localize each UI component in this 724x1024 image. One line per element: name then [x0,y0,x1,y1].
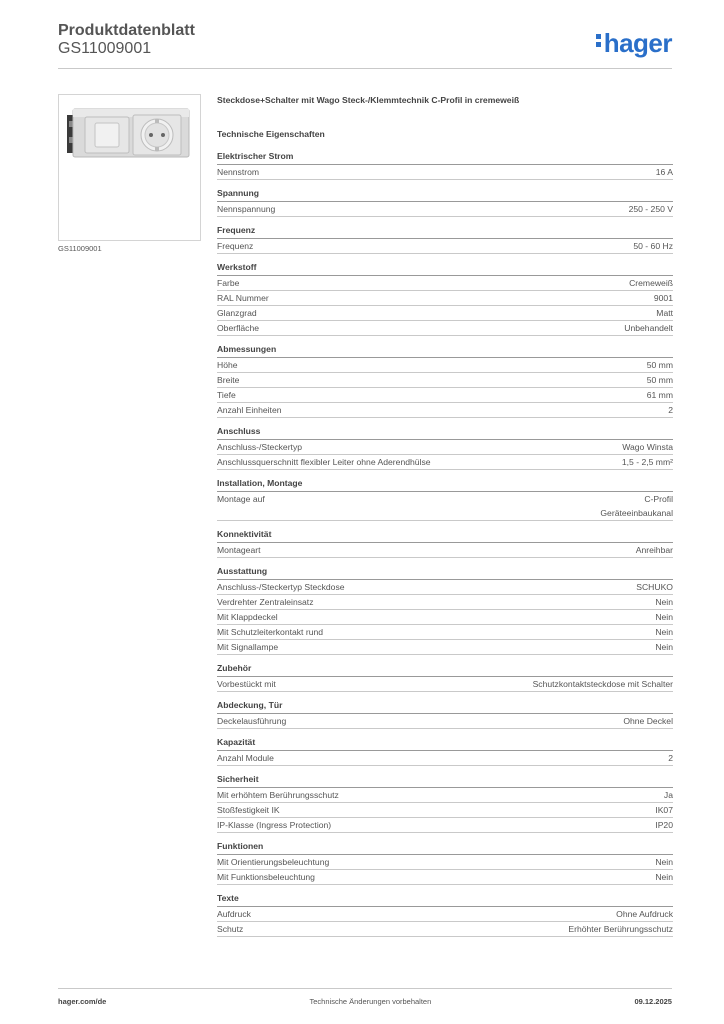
group-title: Abdeckung, Tür [217,692,673,714]
property-value-text: Nein [655,857,673,867]
property-row [217,625,673,640]
property-value-text: 61 mm [646,390,673,400]
property-label: Mit erhöhtem Berührungsschutz [217,790,339,800]
property-label: Anzahl Einheiten [217,405,282,415]
property-value [655,640,673,654]
group-title: Abmessungen [217,336,673,358]
property-value [668,403,673,417]
footer-website-link[interactable]: hager.com/de [58,997,107,1006]
property-value-text: C-Profil [644,494,673,504]
property-value [655,855,673,869]
property-value-text: Nein [655,642,673,652]
product-code: GS11009001 [58,40,152,57]
property-value [655,803,673,817]
property-value [655,610,673,624]
property-label: Anschluss-/Steckertyp [217,442,303,452]
property-value [624,321,673,335]
property-label: Anschlussquerschnitt flexibler Leiter ohne Aderendhülse [217,457,431,467]
property-label: Farbe [217,278,240,288]
property-value [633,239,673,253]
property-label: Nennstrom [217,167,260,177]
property-value-text: Cremeweiß [629,278,673,288]
property-label: Anschluss-/Steckertyp Steckdose [217,582,345,592]
property-row [217,358,673,373]
property-value-text: Ja [663,790,673,800]
property-label: Montage auf [217,494,265,504]
property-value-text: 50 mm [646,360,673,370]
group-title: Frequenz [217,217,673,239]
property-value [616,907,673,921]
product-details [217,95,673,937]
footer-date: 09.12.2025 [634,997,672,1006]
property-label: Vorbestückt mit [217,679,276,689]
property-row [217,595,673,610]
property-label: Montageart [217,545,261,555]
group-title: Kapazität [217,729,673,751]
property-label: Mit Klappdeckel [217,612,278,622]
property-row [217,580,673,595]
property-row [217,202,673,217]
group-title: Werkstoff [217,254,673,276]
group-title: Anschluss [217,418,673,440]
property-label: Verdrehter Zentraleinsatz [217,597,314,607]
property-label: Oberfläche [217,323,260,333]
property-label: IP-Klasse (Ingress Protection) [217,820,332,830]
property-row [217,239,673,254]
property-value-text: 50 - 60 Hz [633,241,673,251]
document-header [58,22,195,58]
property-value [647,388,673,402]
property-value [668,751,673,765]
property-label: Mit Funktionsbeleuchtung [217,872,315,882]
group-title: Texte [217,885,673,907]
group-title: Zubehör [217,655,673,677]
footer-disclaimer: Technische Änderungen vorbehalten [309,997,432,1006]
property-row [217,276,673,291]
property-row [217,165,673,180]
property-row [217,714,673,729]
property-value [647,358,673,372]
document-footer [58,997,672,1006]
property-label: Stoßfestigkeit IK [217,805,280,815]
logo-text: hager [603,28,672,58]
group-title: Ausstattung [217,558,673,580]
group-title: Sicherheit [217,766,673,788]
group-title: Konnektivität [217,521,673,543]
socket-switch-illustration [59,95,200,240]
property-value [568,922,673,936]
property-label: Mit Orientierungsbeleuchtung [217,857,330,867]
property-row [217,788,673,803]
group-title: Elektrischer Strom [217,145,673,165]
property-label: Nennspannung [217,204,276,214]
property-value [636,543,673,557]
property-label: Breite [217,375,240,385]
property-value-text: 2 [668,405,673,415]
property-groups [217,145,673,937]
group-title: Spannung [217,180,673,202]
property-row [217,291,673,306]
header-divider [58,68,672,69]
property-label: Deckelausführung [217,716,287,726]
property-row [217,610,673,625]
property-row [217,455,673,470]
property-row [217,492,673,521]
property-value [655,625,673,639]
property-label: Glanzgrad [217,308,257,318]
property-label: Höhe [217,360,238,370]
property-value [654,291,673,305]
property-label: RAL Nummer [217,293,269,303]
group-title: Funktionen [217,833,673,855]
property-label: Anzahl Module [217,753,274,763]
property-value [533,677,673,691]
property-value-text: IP20 [655,820,673,830]
property-value-text: 1,5 - 2,5 mm² [621,457,673,467]
property-value-text: 16 A [655,167,673,177]
property-value [655,818,673,832]
property-row [217,855,673,870]
section-title: Technische Eigenschaften [217,129,325,139]
property-value-text: Geräteeinbaukanal [600,508,673,518]
property-value [656,165,673,179]
property-row [217,677,673,692]
group-title: Installation, Montage [217,470,673,492]
property-value [629,276,673,290]
property-value-text: Anreihbar [635,545,673,555]
property-value-text: Ohne Aufdruck [616,909,673,919]
property-label: Mit Schutzleiterkontakt rund [217,627,324,637]
property-value-text: SCHUKO [636,582,673,592]
property-value [600,492,673,520]
property-label: Frequenz [217,241,254,251]
property-row [217,870,673,885]
property-row [217,818,673,833]
property-value-text: Unbehandelt [624,323,673,333]
property-row [217,321,673,336]
property-value-text: Erhöhter Berührungsschutz [568,924,673,934]
property-value [655,870,673,884]
document-title: Produktdatenblatt [58,22,195,39]
property-value [622,440,673,454]
property-value-text: Wago Winsta [622,442,673,452]
hager-logo [596,28,672,59]
property-value-text: 250 - 250 V [628,204,673,214]
property-value [623,714,673,728]
property-value [629,202,673,216]
property-value [647,373,673,387]
property-row [217,543,673,558]
property-value-text: 2 [668,753,673,763]
logo-dots-icon [596,31,602,50]
property-row [217,388,673,403]
product-title: Steckdose+Schalter mit Wago Steck-/Klemmtechnik C-Profil in cremeweiß [217,95,520,105]
property-row [217,751,673,766]
property-row [217,440,673,455]
property-value-text: Matt [656,308,673,318]
property-value-text: Nein [655,627,673,637]
property-value [622,455,673,469]
property-row [217,306,673,321]
property-value [656,306,673,320]
property-row [217,803,673,818]
property-value-text: Nein [655,597,673,607]
property-value [664,788,673,802]
property-value [655,595,673,609]
property-row [217,403,673,418]
property-value-text: Nein [655,872,673,882]
property-value-text: Nein [655,612,673,622]
property-row [217,907,673,922]
property-value [636,580,673,594]
footer-divider [58,988,672,989]
property-value-text: 9001 [653,293,673,303]
property-value-text: IK07 [655,805,673,815]
property-label: Aufdruck [217,909,251,919]
property-value-text: 50 mm [646,375,673,385]
property-value-text: Ohne Deckel [623,716,673,726]
property-row [217,640,673,655]
image-caption: GS11009001 [58,244,102,253]
property-value-text: Schutzkontaktsteckdose mit Schalter [532,679,673,689]
product-image [58,94,201,241]
property-label: Mit Signallampe [217,642,279,652]
property-label: Schutz [217,924,244,934]
property-label: Tiefe [217,390,236,400]
property-row [217,922,673,937]
property-row [217,373,673,388]
